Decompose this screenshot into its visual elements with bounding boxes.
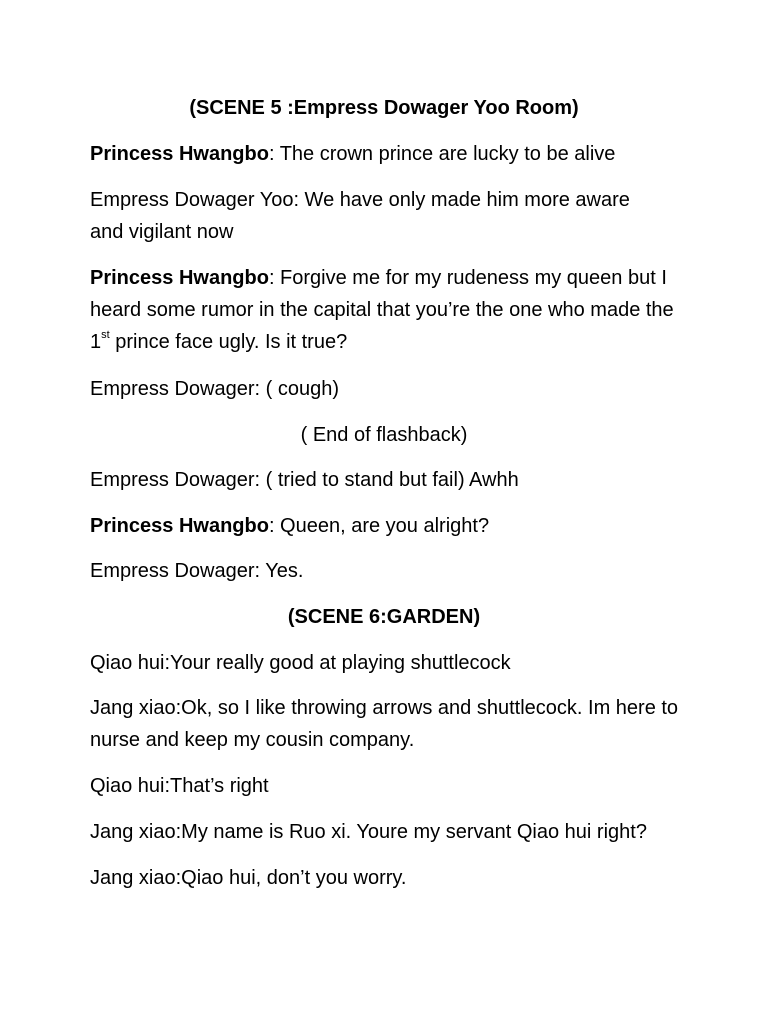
dialogue-line (90, 510, 680, 542)
dialogue-line: Qiao hui:That’s right (90, 775, 269, 797)
dialogue-text: : Queen, are you alright? (268, 515, 490, 537)
flashback-marker: ( End of flashback) (300, 424, 468, 446)
dialogue-line: Empress Dowager Yoo: We have only made him more aware and vigilant now (90, 189, 630, 243)
dialogue-line: Jang xiao:Ok, so I like throwing arrows and shuttlecock. Im here to nurse and keep my cousin company. (90, 697, 679, 751)
dialogue-line (90, 138, 680, 170)
dialogue-line: Qiao hui:Your really good at playing shuttlecock (90, 652, 511, 674)
speaker-name: Princess Hwangbo (90, 515, 269, 537)
dialogue-line: Empress Dowager: ( cough) (90, 378, 339, 400)
dialogue-text: : Forgive me for my rudeness my queen but I heard some rumor in the capital that you’re the one who made the 1 (90, 267, 674, 353)
dialogue-line: Empress Dowager: ( tried to stand but fail) Awhh (90, 469, 519, 491)
speaker-name: Princess Hwangbo (90, 267, 269, 289)
dialogue-text-continued: prince face ugly. Is it true? (109, 331, 348, 353)
dialogue-text: : The crown prince are lucky to be alive (268, 143, 616, 165)
dialogue-line: Jang xiao:Qiao hui, don’t you worry. (90, 867, 407, 889)
ordinal-suffix: st (101, 329, 110, 342)
speaker-name: Princess Hwangbo (90, 143, 269, 165)
scene-5-heading: (SCENE 5 :Empress Dowager Yoo Room) (189, 97, 579, 119)
dialogue-line (90, 262, 680, 358)
dialogue-line: Empress Dowager: Yes. (90, 560, 304, 582)
scene-6-heading: (SCENE 6:GARDEN) (287, 606, 481, 628)
dialogue-line: Jang xiao:My name is Ruo xi. Youre my servant Qiao hui right? (90, 821, 647, 843)
